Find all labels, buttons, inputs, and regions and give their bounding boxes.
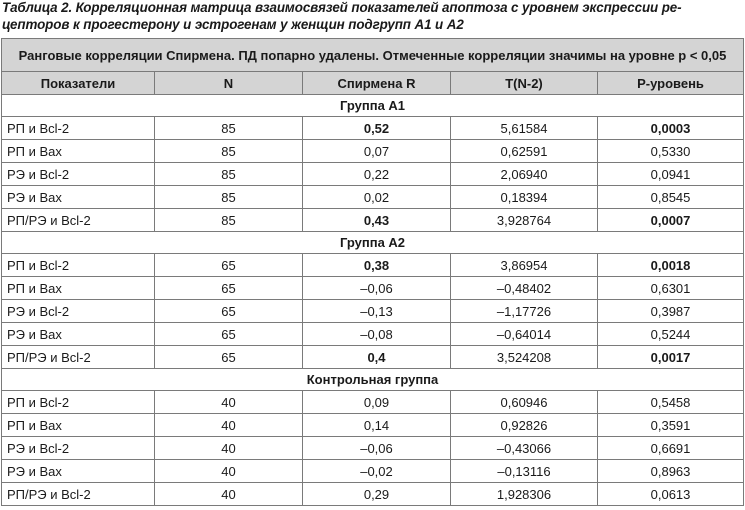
- cell-n: 40: [155, 414, 303, 437]
- cell-p-level: 0,8963: [598, 460, 744, 483]
- cell-indicator: РП и Bax: [2, 140, 155, 163]
- cell-n: 85: [155, 117, 303, 140]
- cell-p-level: 0,5458: [598, 391, 744, 414]
- cell-t: 0,92826: [451, 414, 598, 437]
- table-row: [2, 323, 744, 346]
- table-caption: [2, 0, 743, 33]
- cell-spearman-r: –0,02: [303, 460, 451, 483]
- cell-spearman-r: 0,43: [303, 209, 451, 232]
- cell-n: 40: [155, 483, 303, 506]
- cell-t: –0,13116: [451, 460, 598, 483]
- column-header-p-level: P-уровень: [598, 72, 744, 95]
- cell-p-level: 0,0018: [598, 254, 744, 277]
- cell-t: 3,86954: [451, 254, 598, 277]
- cell-indicator: РП и Bcl-2: [2, 117, 155, 140]
- cell-indicator: РЭ и Bcl-2: [2, 300, 155, 323]
- cell-t: 2,06940: [451, 163, 598, 186]
- group-name: Контрольная группа: [2, 369, 744, 391]
- cell-spearman-r: 0,29: [303, 483, 451, 506]
- cell-t: 0,60946: [451, 391, 598, 414]
- cell-n: 85: [155, 209, 303, 232]
- cell-n: 40: [155, 460, 303, 483]
- cell-indicator: РЭ и Bcl-2: [2, 163, 155, 186]
- column-header-t: T(N-2): [451, 72, 598, 95]
- cell-spearman-r: –0,06: [303, 277, 451, 300]
- cell-p-level: 0,6301: [598, 277, 744, 300]
- cell-t: –0,48402: [451, 277, 598, 300]
- cell-spearman-r: 0,14: [303, 414, 451, 437]
- cell-p-level: 0,6691: [598, 437, 744, 460]
- table-row: [2, 483, 744, 506]
- cell-t: –0,64014: [451, 323, 598, 346]
- group-header-row: [2, 95, 744, 117]
- cell-n: 85: [155, 186, 303, 209]
- cell-p-level: 0,3591: [598, 414, 744, 437]
- cell-n: 65: [155, 254, 303, 277]
- cell-spearman-r: 0,07: [303, 140, 451, 163]
- cell-p-level: 0,0017: [598, 346, 744, 369]
- table-row: [2, 117, 744, 140]
- table-row: [2, 277, 744, 300]
- cell-spearman-r: 0,52: [303, 117, 451, 140]
- cell-indicator: РЭ и Bax: [2, 186, 155, 209]
- cell-n: 65: [155, 300, 303, 323]
- table-row: [2, 460, 744, 483]
- cell-indicator: РЭ и Bcl-2: [2, 437, 155, 460]
- cell-spearman-r: 0,4: [303, 346, 451, 369]
- table-row: [2, 391, 744, 414]
- group-name: Группа А1: [2, 95, 744, 117]
- table-row: [2, 209, 744, 232]
- cell-p-level: 0,5330: [598, 140, 744, 163]
- cell-n: 65: [155, 323, 303, 346]
- cell-indicator: РП/РЭ и Bcl-2: [2, 483, 155, 506]
- cell-t: –1,17726: [451, 300, 598, 323]
- table-row: [2, 140, 744, 163]
- cell-indicator: РЭ и Bax: [2, 323, 155, 346]
- group-name: Группа А2: [2, 232, 744, 254]
- cell-indicator: РП/РЭ и Bcl-2: [2, 346, 155, 369]
- table-title: Ранговые корреляции Спирмена. ПД попарно удалены. Отмеченные корреляции значимы на уровне p < 0,05: [2, 39, 744, 72]
- cell-n: 65: [155, 346, 303, 369]
- cell-indicator: РЭ и Bax: [2, 460, 155, 483]
- cell-indicator: РП/РЭ и Bcl-2: [2, 209, 155, 232]
- cell-t: 0,62591: [451, 140, 598, 163]
- cell-indicator: РП и Bcl-2: [2, 391, 155, 414]
- table-row: [2, 254, 744, 277]
- cell-spearman-r: 0,02: [303, 186, 451, 209]
- cell-p-level: 0,0003: [598, 117, 744, 140]
- cell-spearman-r: 0,22: [303, 163, 451, 186]
- table-row: [2, 300, 744, 323]
- column-header-row: [2, 72, 744, 95]
- table-row: [2, 437, 744, 460]
- caption-line-2: цепторов к прогестерону и эстрогенам у женщин подгрупп А1 и А2: [2, 16, 464, 32]
- cell-spearman-r: 0,38: [303, 254, 451, 277]
- cell-p-level: 0,8545: [598, 186, 744, 209]
- column-header-indicator: Показатели: [2, 72, 155, 95]
- cell-spearman-r: –0,13: [303, 300, 451, 323]
- table-row: [2, 414, 744, 437]
- cell-p-level: 0,0007: [598, 209, 744, 232]
- column-header-n: N: [155, 72, 303, 95]
- cell-p-level: 0,5244: [598, 323, 744, 346]
- table-row: [2, 346, 744, 369]
- cell-t: 5,61584: [451, 117, 598, 140]
- table-title-row: [2, 39, 744, 72]
- cell-spearman-r: –0,08: [303, 323, 451, 346]
- cell-t: –0,43066: [451, 437, 598, 460]
- cell-t: 0,18394: [451, 186, 598, 209]
- cell-indicator: РП и Bax: [2, 414, 155, 437]
- table-row: [2, 163, 744, 186]
- cell-spearman-r: 0,09: [303, 391, 451, 414]
- cell-n: 40: [155, 437, 303, 460]
- cell-spearman-r: –0,06: [303, 437, 451, 460]
- cell-t: 1,928306: [451, 483, 598, 506]
- cell-indicator: РП и Bax: [2, 277, 155, 300]
- cell-indicator: РП и Bcl-2: [2, 254, 155, 277]
- cell-n: 40: [155, 391, 303, 414]
- group-header-row: [2, 369, 744, 391]
- caption-line-1: Таблица 2. Корреляционная матрица взаимосвязей показателей апоптоза с уровнем экспрессии ре-: [2, 0, 682, 15]
- cell-n: 85: [155, 140, 303, 163]
- cell-t: 3,928764: [451, 209, 598, 232]
- correlation-table: [1, 38, 744, 506]
- cell-p-level: 0,0613: [598, 483, 744, 506]
- column-header-spearman-r: Спирмена R: [303, 72, 451, 95]
- cell-p-level: 0,0941: [598, 163, 744, 186]
- cell-t: 3,524208: [451, 346, 598, 369]
- table-row: [2, 186, 744, 209]
- cell-p-level: 0,3987: [598, 300, 744, 323]
- group-header-row: [2, 232, 744, 254]
- cell-n: 65: [155, 277, 303, 300]
- cell-n: 85: [155, 163, 303, 186]
